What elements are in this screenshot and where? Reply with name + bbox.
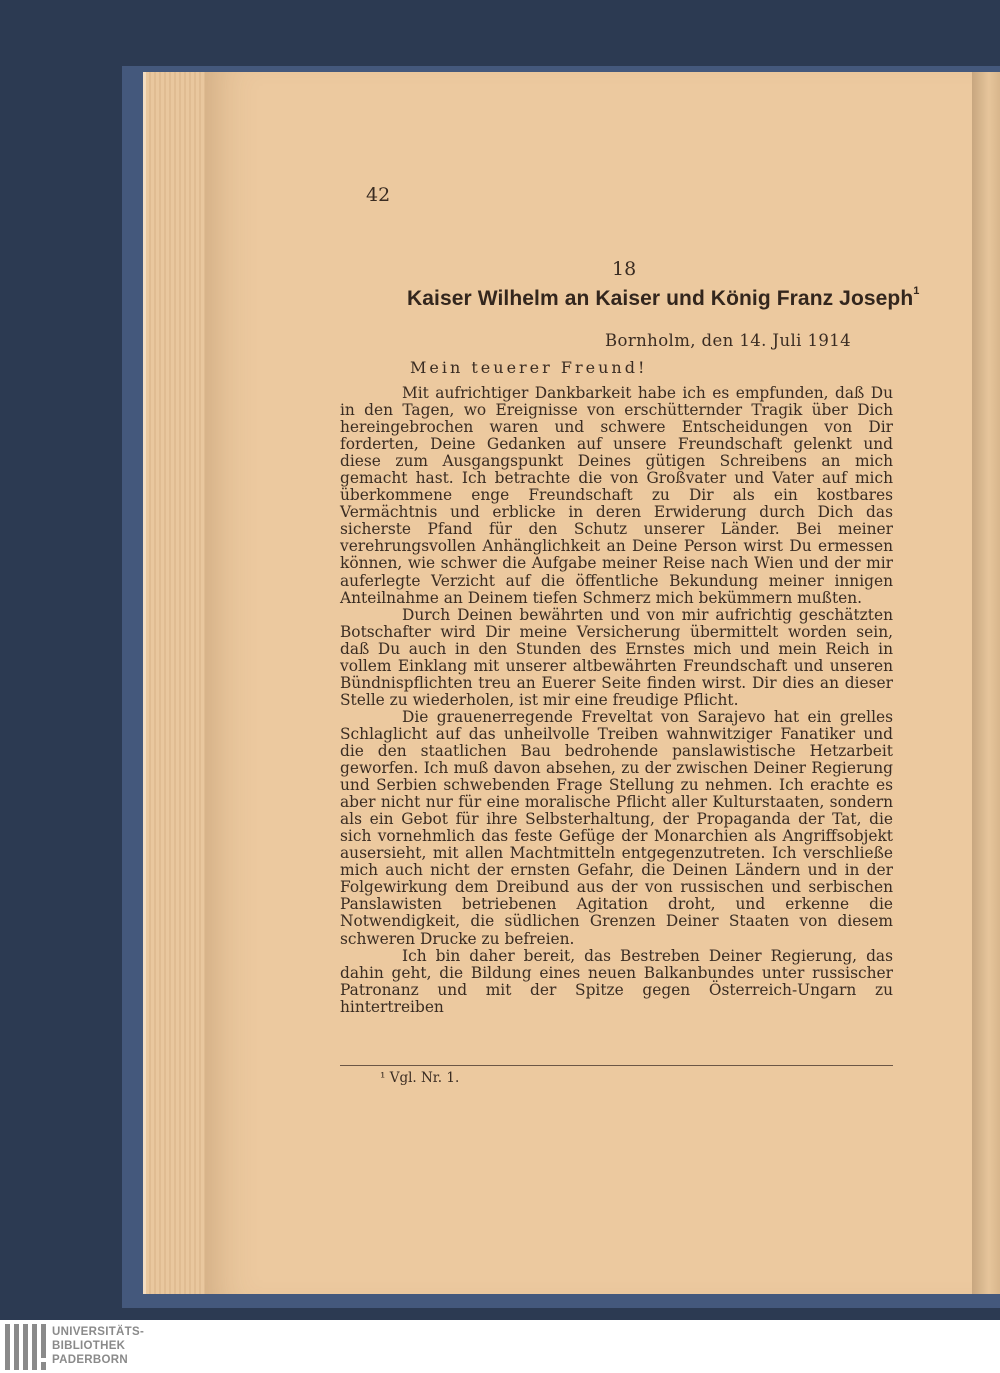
logo-text-line: BIBLIOTHEK (52, 1340, 126, 1352)
paragraph: Mit aufrichtiger Dankbarkeit habe ich es empfunden, daß Du in den Tagen, wo Ereignisse von erschütternder Tragik über Dich hereingebrochen waren und schwere Entscheidungen von Dir forderten, Deine Gedanken auf unsere Freundschaft gelenkt und diese zum Ausgangspunkt Deines gütigen Schreibens an mich gemacht hast. Ich betrachte die von Großvater und Vater auf mich überkommene enge Freundschaft zu Dir als ein kostbares Vermächtnis und erblicke in deren Erwiderung durch Dich das sicherste Pfand für den Schutz unserer Länder. Bei meiner verehrungsvollen Anhänglichkeit an Deine Person wirst Du ermessen können, wie schwer die Aufgabe meiner Reise nach Wien und der mir auferlegte Verzicht auf die öffentliche Bekundung meiner innigen Anteilnahme an Deinem tiefen Schmerz mich bekümmern mußten. (340, 384, 893, 607)
footnote-marker: 1 (913, 285, 920, 297)
letter-body (340, 385, 893, 1016)
paragraph: Die grauenerregende Freveltat von Sarajevo hat ein grelles Schlaglicht auf das unheilvolle Treiben wahnwitziger Fanatiker und die den staatlichen Bau bedrohende panslawistische Hetzarbeit geworfen. Ich muß davon absehen, zu der zwischen Deiner Regierung und Serbien schwebenden Frage Stellung zu nehmen. Ich erachte es aber nicht nur für eine moralische Pflicht aller Kulturstaaten, sondern als ein Gebot für ihre Selbsterhaltung, der Propaganda der Tat, die sich vornehmlich das feste Gefüge der Monarchien als Angriffsobjekt ausersieht, mit allen Machtmitteln entgegenzutreten. Ich verschließe mich auch nicht der ernsten Gefahr, die Deinen Ländern und in der Folgewirkung dem Dreibund aus der von russischen und serbischen Panslawisten betriebenen Agitation droht, und erkenne die Notwendigkeit, die südlichen Grenzen Deiner Staaten von diesem schweren Drucke zu befreien. (340, 707, 893, 948)
letter-number: 18 (612, 258, 637, 280)
page-number: 42 (366, 184, 391, 206)
paragraph: Ich bin daher bereit, das Bestreben Deiner Regierung, das dahin geht, die Bildung eines neuen Balkanbundes unter russischer Patronanz und mit der Spitze gegen Österreich-Ungarn zu hintertreiben (340, 946, 893, 1016)
paragraph: Durch Deinen bewährten und von mir aufrichtig geschätzten Botschafter wird Dir meine Versicherung übermittelt worden sein, daß Du auch in den Stunden des Ernstes mich und mein Reich in vollem Einklang mit unserer altbewährten Freundschaft und unseren Bündnispflichten treu an Euerer Seite finden wirst. Dir dies an dieser Stelle zu wiederholen, ist mir eine freudige Pflicht. (340, 605, 893, 709)
place-date: Bornholm, den 14. Juli 1914 (605, 331, 852, 350)
salutation: Mein teuerer Freund! (410, 358, 648, 377)
facing-page-edge (972, 72, 1000, 1294)
footnote: ¹ Vgl. Nr. 1. (380, 1070, 460, 1086)
heading-text: Kaiser Wilhelm an Kaiser und König Franz Joseph (407, 287, 914, 310)
letter-heading (407, 287, 920, 311)
logo-text-line: PADERBORN (52, 1354, 128, 1366)
library-logo-icon (5, 1324, 49, 1370)
footnote-divider (340, 1065, 893, 1066)
logo-text-line: UNIVERSITÄTS- (52, 1326, 145, 1338)
footer-bar (0, 1320, 1000, 1373)
